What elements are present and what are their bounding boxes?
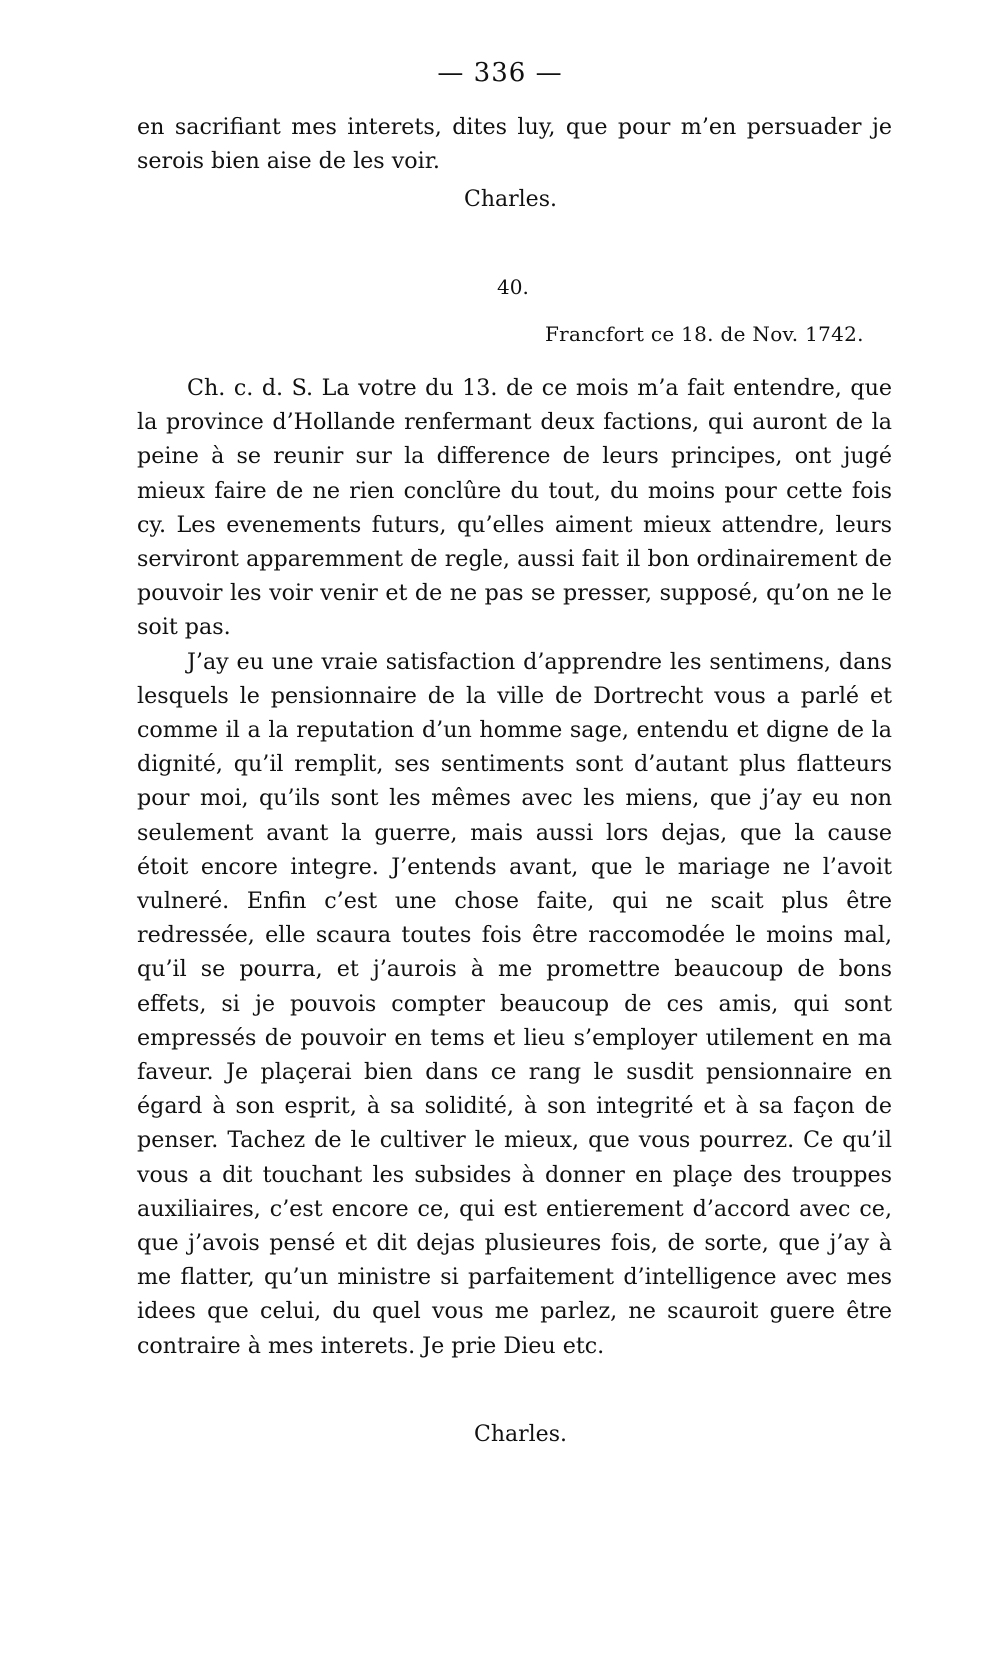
dateline: Francfort ce 18. de Nov. 1742. <box>545 322 864 346</box>
closing-text: en sacrifiant mes interets, dites luy, que pour m’en persuader je serois bien aise de les voir. <box>137 114 892 175</box>
letter-40-signature: Charles. <box>474 1422 567 1447</box>
letter-39-closing <box>137 110 892 178</box>
paragraph-2: J’ay eu une vraie satisfaction d’apprendre les sentimens, dans lesquels le pensionnaire de la ville de Dortrecht vous a parlé et comme il a la reputation d’un homme sage, entendu et digne de la dignité, qu’il remplit, ses sentiments sont d’autant plus flatteurs pour moi, qu’ils sont les mêmes avec les miens, que j’ay eu non seulement avant la guerre, mais aussi lors dejas, que la cause étoit encore integre. J’entends avant, que le mariage ne l’avoit vulneré. Enfin c’est une chose faite, qui ne scait plus être redressée, elle scaura toutes fois être raccomodée le moins mal, qu’il se pourra, et j’aurois à me promettre beaucoup de bons effets, si je pouvois compter beaucoup de ces amis, qui sont empressés de pouvoir en tems et lieu s’employer utilement en ma faveur. Je plaçerai bien dans ce rang le susdit pensionnaire en égard à son esprit, à sa solidité, à son integrité et à sa façon de penser. Tachez de le cultiver le mieux, que vous pourrez. Ce qu’il vous a dit touchant les subsides à donner en plaçe des trouppes auxiliaires, c’est encore ce, qui est entierement d’accord avec ce, que j’avois pensé et dit dejas plusieures fois, de sorte, que j’ay à me flatter, qu’un ministre si parfaitement d’intelligence avec mes idees que celui, du quel vous me parlez, ne scauroit guere être contraire à mes interets. Je prie Dieu etc. <box>137 648 892 1359</box>
page-number: — 336 — <box>437 58 563 88</box>
letter-number: 40. <box>497 275 529 299</box>
letter-39-signature: Charles. <box>464 187 557 212</box>
letter-40-body <box>137 371 892 1363</box>
paragraph-1: Ch. c. d. S. La votre du 13. de ce mois m’a fait entendre, que la province d’Hollande renfermant deux factions, qui auront de la peine à se reunir sur la difference de leurs principes, ont jugé mieux faire de ne rien conclûre du tout, du moins pour cette fois cy. Les evenements futurs, qu’elles aiment mieux attendre, leurs serviront apparemment de regle, aussi fait il bon ordinairement de pouvoir les voir venir et de ne pas se presser, supposé, qu’on ne le soit pas. <box>137 375 892 641</box>
